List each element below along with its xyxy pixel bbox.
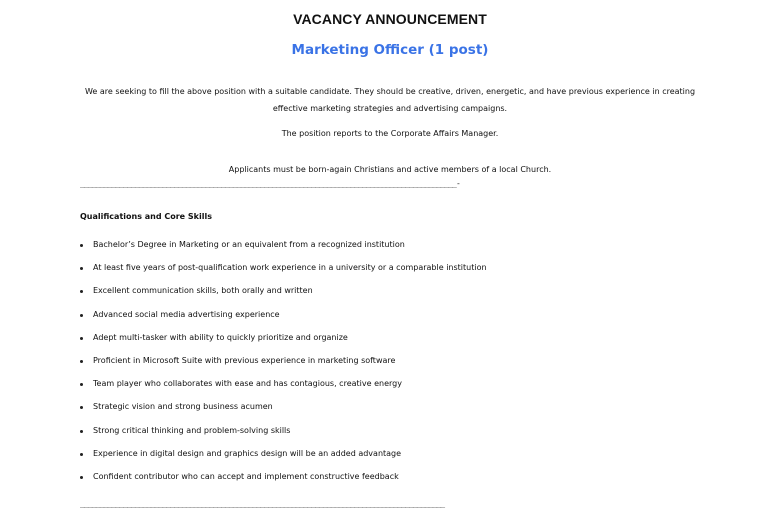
bullet-icon [80, 290, 83, 293]
divider-top: ________________________________________________________________________________________________- [80, 179, 460, 188]
bullet-icon [80, 244, 83, 247]
bullet-icon [80, 476, 83, 479]
list-item-text: Strong critical thinking and problem-solving skills [93, 425, 291, 435]
list-item [80, 240, 730, 263]
list-item [80, 379, 730, 402]
list-item-text: Team player who collaborates with ease and has contagious, creative energy [93, 379, 402, 389]
document-heading: VACANCY ANNOUNCEMENT [293, 11, 487, 27]
list-item-text: Excellent communication skills, both orally and written [93, 286, 313, 296]
requirement-text: Applicants must be born-again Christians and active members of a local Church. [228, 165, 552, 174]
list-item-text: At least five years of post-qualification work experience in a university or a comparable institution [93, 263, 487, 273]
list-item [80, 472, 730, 495]
bullet-icon [80, 360, 83, 363]
qualifications-title: Qualifications and Core Skills [80, 212, 212, 221]
list-item-text: Proficient in Microsoft Suite with previous experience in marketing software [93, 355, 396, 365]
list-item [80, 356, 730, 379]
bullet-icon [80, 453, 83, 456]
qualifications-list [80, 240, 730, 495]
divider-bottom: _____________________________________________________________________________________________ [80, 499, 445, 508]
list-item [80, 263, 730, 286]
list-item [80, 310, 730, 333]
list-item-text: Strategic vision and strong business acumen [93, 402, 273, 412]
bullet-icon [80, 430, 83, 433]
list-item [80, 286, 730, 309]
list-item [80, 402, 730, 425]
list-item-text: Adept multi-tasker with ability to quickly prioritize and organize [93, 332, 348, 342]
bullet-icon [80, 314, 83, 317]
bullet-icon [80, 267, 83, 270]
position-title: Marketing Officer (1 post) [291, 42, 489, 58]
bullet-icon [80, 337, 83, 340]
list-item [80, 449, 730, 472]
list-item-text: Confident contributor who can accept and implement constructive feedback [93, 471, 399, 481]
bullet-icon [80, 383, 83, 386]
list-item-text: Bachelor’s Degree in Marketing or an equivalent from a recognized institution [93, 240, 405, 249]
reports-to-text: The position reports to the Corporate Affairs Manager. [281, 129, 499, 138]
bullet-icon [80, 406, 83, 409]
list-item [80, 333, 730, 356]
intro-paragraph: We are seeking to fill the above position with a suitable candidate. They should be creative, driven, energetic, and have previous experience in creating effective marketing strategies and advertising campaigns. [84, 87, 696, 113]
list-item-text: Advanced social media advertising experience [93, 309, 280, 319]
list-item-text: Experience in digital design and graphics design will be an added advantage [93, 448, 402, 458]
list-item [80, 426, 730, 449]
